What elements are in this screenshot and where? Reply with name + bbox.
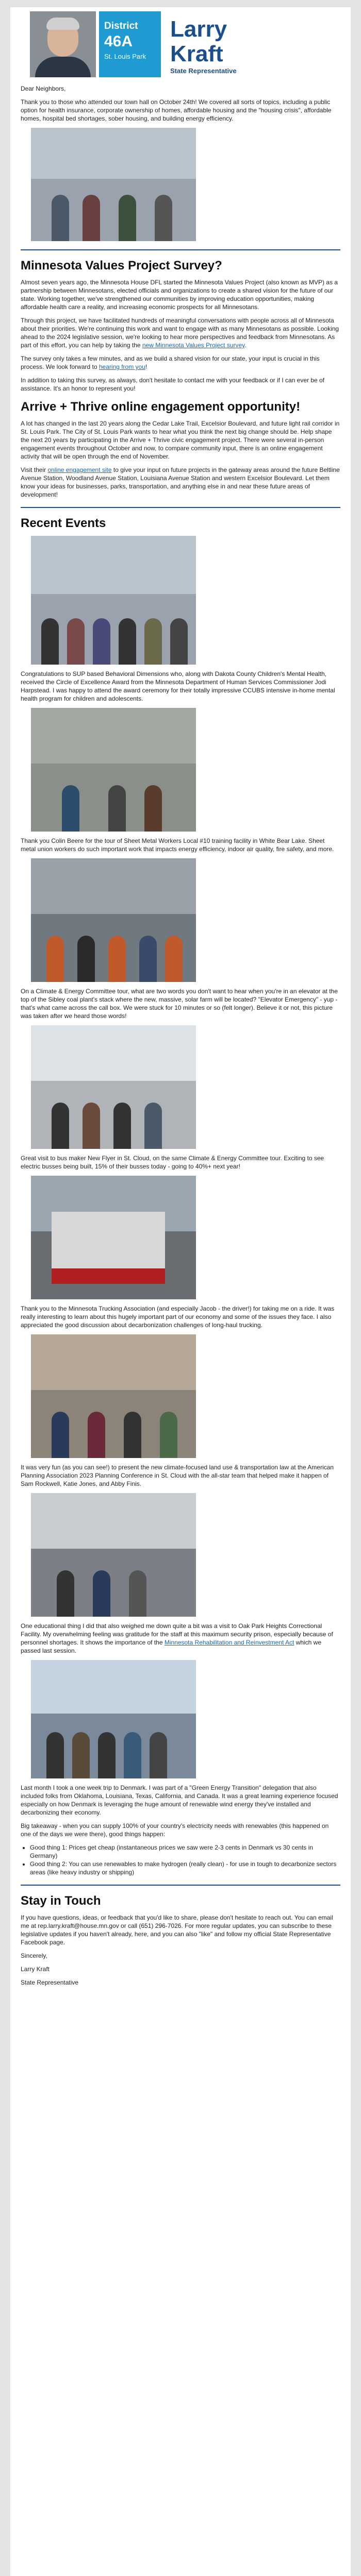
- greeting: Dear Neighbors,: [21, 85, 66, 92]
- event-photo-planning: [31, 1334, 196, 1458]
- event-photo-sheetmetal: [31, 708, 196, 832]
- sign-name: Larry Kraft: [21, 1965, 50, 1973]
- arrive-p2: Visit their online engagement site to give your input on future projects in the gateway areas around the future Beltline Avenue Station, Woodland Avenue Station, Louisiana Avenue Station and western Excelsior Boulevard. Let them know your ideas for businesses, parks, transportation, and anything else in and near these future areas of development!: [21, 466, 340, 498]
- rep-title: State Representative: [170, 67, 237, 75]
- district-badge: [99, 11, 161, 77]
- event-text-4: Great visit to bus maker New Flyer in St. Cloud, on the same Climate & Energy Committee tour. Exciting to see electric busses being built, 15% of their busses today - going to 40%+ next year!: [21, 1155, 324, 1170]
- denmark-bullets: [30, 1843, 340, 1876]
- mvp-p3: The survey only takes a few minutes, and as we build a shared vision for our state, your input is crucial in this process. We look forward to hearing from you!: [21, 355, 320, 370]
- section-title-events: Recent Events: [21, 516, 106, 530]
- event-text-9: Big takeaway - when you can supply 100% of your country's electricity needs with renewables (this happened on one of the days we were there), good things happen:: [21, 1822, 329, 1838]
- event-photo-elevator: [31, 858, 196, 982]
- arrive-p1: A lot has changed in the last 20 years along the Cedar Lake Trail, Excelsior Boulevard, and future light rail corridor in St. Louis Park. The City of St. Louis Park wants to hear what you think the next big change should be. Help shape the next 20 years by participating in the Arrive + Thrive civic engagement project. There were several in-person engagement events throughout October and now, to compare community input, there is an online engagement activity that will be open through the end of November.: [21, 420, 340, 460]
- engagement-link[interactable]: online engagement site: [47, 466, 112, 473]
- event-text-1: Congratulations to SUP based Behavioral Dimensions who, along with Dakota County Children's Mental Health, received the Circle of Excellence Award from the Minnesota Department of Human Services Commissioner Jodi Harpstead. I was happy to attend the award ceremony for their totally impressive CCUBS intensive in-home mental health program for children and adolescents.: [21, 670, 335, 702]
- name-block: [164, 11, 339, 77]
- district-label: District: [104, 21, 138, 31]
- mvp-p4: In addition to taking this survey, as always, don't hesitate to contact me with your feedback or if I can ever be of assistance. It's an honor to represent you!: [21, 377, 325, 392]
- header-banner: [10, 7, 351, 79]
- event-text-8: Last month I took a one week trip to Denmark. I was part of a "Green Energy Transition" delegation that also included folks from Oklahoma, Louisiana, Texas, California, and Canada. It was a great learning experience focused especially on how Denmark is leveraging the huge amount of renewable wind energy they've installed and decarbonizing their economy.: [21, 1784, 338, 1816]
- event-text-7: One educational thing I did that also weighed me down quite a bit was a visit to Oak Park Heights Correctional Facility. My overwhelming feeling was gratitude for the staff at this maximum security prison, especially because of personnel shortages. It shows the importance of the Minnesota Rehabilitation and Reinvestment Act which we passed last session.: [21, 1622, 333, 1654]
- divider: [21, 507, 340, 508]
- section-title-mvp: Minnesota Values Project Survey?: [21, 259, 222, 273]
- event-text-2: Thank you Colin Beere for the tour of Sheet Metal Workers Local #10 training facility in White Bear Lake. Sheet metal union workers do such important work that impacts energy efficiency, indoor air quality, fire safety, and more.: [21, 837, 334, 853]
- intro-paragraph: Thank you to those who attended our town hall on October 24th! We covered all sorts of topics, including a public option for health insurance, corporate ownership of homes, affordable housing and the "housing crisis", affordable homes, hospital bed shortages, sober housing, and building energy efficiency.: [21, 98, 332, 122]
- event-text-6: It was very fun (as you can see!) to present the new climate-focused land use & transportation law at the American Planning Association 2023 Planning Conference in St. Cloud with the all-star team that helped make it happen of Sam Rockwell, Katie Jones, and Abby Finis.: [21, 1464, 334, 1487]
- mvp-p1: Almost seven years ago, the Minnesota House DFL started the Minnesota Values Project (also known as MVP) as a partnership between Minnesotans, elected officials and organizations to create a shared vision for the future of our state. Working together, we've strengthened our communities by improving education opportunities, making affordable health care a reality, and increasing economic prospects for all Minnesotans.: [21, 279, 338, 311]
- rehab-act-link[interactable]: Minnesota Rehabilitation and Reinvestment Act: [164, 1639, 294, 1646]
- divider: [21, 1885, 340, 1886]
- survey-link[interactable]: new Minnesota Values Project survey: [142, 342, 245, 349]
- first-name: Larry: [170, 16, 227, 42]
- district-city: St. Louis Park: [104, 53, 146, 60]
- sign-off: Sincerely,: [21, 1952, 47, 1959]
- section-title-stay: Stay in Touch: [21, 1894, 101, 1908]
- townhall-photo: [31, 128, 196, 241]
- event-text-5: Thank you to the Minnesota Trucking Association (and especially Jacob - the driver!) for taking me on a ride. It was really interesting to learn about this hugely important part of our economy and some of the issues they face. I also appreciated the good discussion about decarbonization challenges of long-haul trucking.: [21, 1305, 335, 1329]
- hearing-link[interactable]: hearing from you: [99, 363, 145, 370]
- section-title-arrive: Arrive + Thrive online engagement opportunity!: [21, 400, 301, 414]
- representative-photo: [30, 11, 96, 77]
- event-photo-trucking: [31, 1176, 196, 1299]
- event-photo-prison: [31, 1493, 196, 1617]
- event-text-3: On a Climate & Energy Committee tour, what are two words you don't want to hear when you're in an elevator at the top of the Sibley coal plant's stack where the new, massive, solar farm will be located? "Elevator Emergency" - yup - that's what came across the call box. We were stuck for 10 minutes or so (felt longer). Believe it or not, this picture was taken after we heard those words!: [21, 988, 338, 1020]
- event-photo-newflyer: [31, 1025, 196, 1149]
- divider: [21, 249, 340, 250]
- event-photo-denmark: [31, 1660, 196, 1778]
- newsletter-card: [10, 7, 351, 2576]
- list-item: • Good thing 1: Prices get cheap (instantaneous prices we saw were 2-3 cents in Denmark vs 30 cents in Germany): [30, 1843, 340, 1860]
- sign-title: State Representative: [21, 1979, 79, 1986]
- stay-p1: If you have questions, ideas, or feedback that you'd like to share, please don't hesitate to reach out. You can email me at rep.larry.kraft@house.mn.gov or call (651) 296-7026. For more regular updates, you can subscribe to these legislative updates if you haven't already, here, and you can also "like" and follow my official State Representative Facebook page.: [21, 1914, 333, 1946]
- event-photo-award: [31, 536, 196, 665]
- mvp-p2: Through this project, we have facilitated hundreds of meaningful conversations with people across all of Minnesota about their priorities. We're continuing this work and want to engage with as many Minnesotans as possible. Looking ahead to the 2024 legislative session, we're looking to hear more perspectives and feedback from Minnesotans. As part of this effort, you can help by taking the new Minnesota Values Project survey.: [21, 317, 339, 349]
- district-number: 46A: [104, 33, 133, 50]
- last-name: Kraft: [170, 41, 223, 66]
- list-item: • Good thing 2: You can use renewables to make hydrogen (really clean) - for use in tough to decarbonize sectors areas (like heavy industry or shipping): [30, 1860, 340, 1876]
- newsletter-body: [21, 84, 340, 1992]
